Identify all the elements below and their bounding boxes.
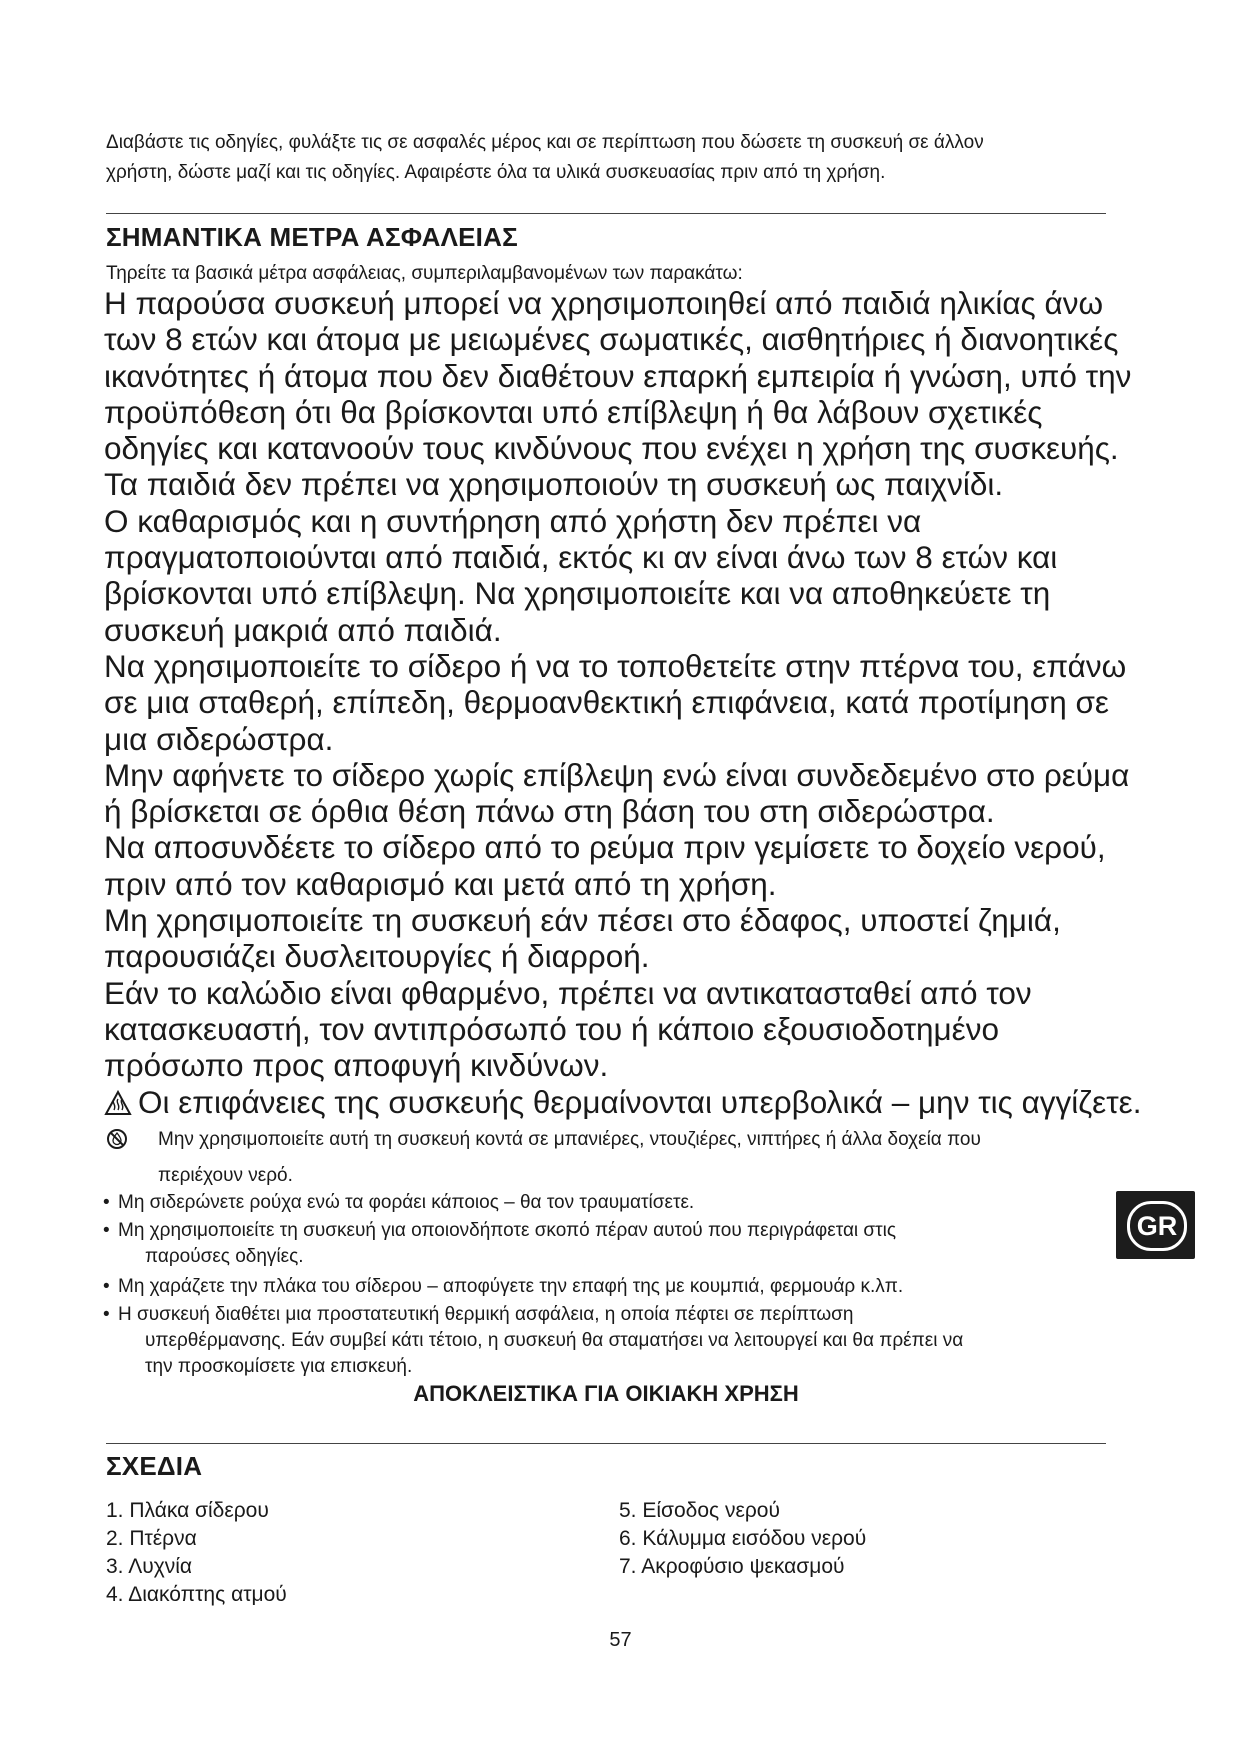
warning-line: ικανότητες ή άτομα που δεν διαθέτουν επαρκή εμπειρία ή γνώση, υπό την bbox=[104, 357, 1132, 394]
warning-line: Τα παιδιά δεν πρέπει να χρησιμοποιούν τη συσκευή ως παιχνίδι. bbox=[104, 466, 1004, 503]
warning-line: μια σιδερώστρα. bbox=[104, 720, 334, 757]
parts-list-right bbox=[619, 1497, 866, 1581]
bullet-item bbox=[100, 1302, 1110, 1380]
safety-warnings bbox=[104, 285, 1154, 1123]
warning-line: οδηγίες και κατανοούν τους κινδύνους που ενέχει η χρήση της συσκευής. bbox=[104, 430, 1119, 467]
warning-line: ή βρίσκεται σε όρθια θέση πάνω στη βάση του στη σιδερώστρα. bbox=[104, 793, 995, 830]
parts-list-item: 6. Κάλυμμα εισόδου νερού bbox=[619, 1527, 867, 1550]
bullet-text: παρούσες οδηγίες. bbox=[145, 1246, 304, 1267]
warning-line: παρουσιάζει δυσλειτουργίες ή διαρροή. bbox=[104, 938, 650, 975]
bullet-text: Μη χαράζετε την πλάκα του σίδερου – αποφύγετε την επαφή της με κουμπιά, φερμουάρ κ.λπ. bbox=[118, 1276, 904, 1297]
warning-line: Η παρούσα συσκευή μπορεί να χρησιμοποιηθεί από παιδιά ηλικίας άνω bbox=[104, 285, 1104, 321]
water-warning bbox=[100, 1122, 1110, 1194]
household-use-notice: ΑΠΟΚΛΕΙΣΤΙΚΑ ΓΙΑ ΟΙΚΙΑΚΗ ΧΡΗΣΗ bbox=[413, 1381, 799, 1406]
hot-surface-warning-icon bbox=[104, 1087, 132, 1123]
parts-list-item: 3. Λυχνία bbox=[106, 1555, 193, 1578]
bullet-text: Μη σιδερώνετε ρούχα ενώ τα φοράει κάποιος – θα τον τραυματίσετε. bbox=[118, 1192, 695, 1213]
language-badge bbox=[1116, 1191, 1195, 1259]
bullet-list bbox=[100, 1190, 1110, 1380]
warning-line: Ο καθαρισμός και η συντήρηση από χρήστη δεν πρέπει να bbox=[104, 502, 922, 539]
water-warning-line: περιέχουν νερό. bbox=[158, 1165, 293, 1186]
page-number: 57 bbox=[609, 1629, 632, 1651]
warning-line: βρίσκονται υπό επίβλεψη. Να χρησιμοποιείτε και να αποθηκεύετε τη bbox=[104, 575, 1051, 612]
warning-line: των 8 ετών και άτομα με μειωμένες σωματικές, αισθητήριες ή διανοητικές bbox=[104, 321, 1119, 358]
warning-line: Να αποσυνδέετε το σίδερο από το ρεύμα πριν γεμίσετε το δοχείο νερού, bbox=[104, 829, 1106, 866]
bullet-text: Μη χρησιμοποιείτε τη συσκευή για οποιονδήποτε σκοπό πέραν αυτού που περιγράφεται στις bbox=[118, 1220, 897, 1241]
bullet-text: υπερθέρμανσης. Εάν συμβεί κάτι τέτοιο, η συσκευή θα σταματήσει να λειτουργεί και θα πρέπει να bbox=[145, 1330, 964, 1351]
water-warning-item bbox=[100, 1122, 1110, 1194]
warning-line: Να χρησιμοποιείτε το σίδερο ή να το τοποθετείτε στην πτέρνα του, επάνω bbox=[104, 647, 1127, 684]
warning-line: πριν από τον καθαρισμό και μετά από τη χρήση. bbox=[104, 865, 777, 902]
safety-subheading: Τηρείτε τα βασικά μέτρα ασφάλειας, συμπεριλαμβανομένων των παρακάτω: bbox=[106, 263, 743, 284]
warning-line: σε μια σταθερή, επίπεδη, θερμοανθεκτική επιφάνεια, κατά προτίμηση σε bbox=[104, 684, 1109, 721]
section-divider bbox=[106, 213, 1106, 214]
warning-line: Εάν το καλώδιο είναι φθαρμένο, πρέπει να αντικατασταθεί από τον bbox=[104, 974, 1032, 1011]
water-warning-line: Μην χρησιμοποιείτε αυτή τη συσκευή κοντά σε μπανιέρες, ντουζιέρες, νιπτήρες ή άλλα δοχεία που bbox=[158, 1129, 981, 1150]
intro-line: χρήστη, δώστε μαζί και τις οδηγίες. Αφαιρέστε όλα τα υλικά συσκευασίας πριν από τη χρήση. bbox=[106, 162, 886, 183]
warning-line: Μη χρησιμοποιείτε τη συσκευή εάν πέσει στο έδαφος, υποστεί ζημιά, bbox=[104, 902, 1061, 939]
intro-text bbox=[106, 128, 1106, 188]
parts-list-item: 2. Πτέρνα bbox=[106, 1527, 197, 1550]
safety-heading: ΣΗΜΑΝΤΙΚΑ ΜΕΤΡΑ ΑΣΦΑΛΕΙΑΣ bbox=[106, 222, 518, 252]
bullet-dot: • bbox=[103, 1276, 110, 1297]
intro-line: Διαβάστε τις οδηγίες, φυλάξτε τις σε ασφαλές μέρος και σε περίπτωση που δώσετε τη συσκευή σε άλλον bbox=[106, 132, 984, 153]
bullet-item bbox=[100, 1274, 1110, 1300]
parts-list-left bbox=[106, 1497, 287, 1609]
section-divider bbox=[106, 1443, 1106, 1444]
warning-line: συσκευή μακριά από παιδιά. bbox=[104, 611, 502, 648]
hot-surface-text: Οι επιφάνειες της συσκευής θερμαίνονται υπερβολικά – μην τις αγγίζετε. bbox=[138, 1083, 1142, 1120]
parts-list-item: 7. Ακροφύσιο ψεκασμού bbox=[619, 1555, 845, 1578]
bullet-item bbox=[100, 1218, 1110, 1270]
bullet-text: Η συσκευή διαθέτει μια προστατευτική θερμική ασφάλεια, η οποία πέφτει σε περίπτωση bbox=[118, 1304, 854, 1325]
parts-list-item: 1. Πλάκα σίδερου bbox=[106, 1499, 269, 1522]
bullet-item bbox=[100, 1190, 1110, 1216]
warning-line: πρόσωπο προς αποφυγή κινδύνων. bbox=[104, 1047, 609, 1084]
parts-list-item: 4. Διακόπτης ατμού bbox=[106, 1583, 287, 1606]
bullet-dot: • bbox=[103, 1192, 110, 1213]
language-badge-label: GR bbox=[1127, 1201, 1187, 1251]
warning-line: κατασκευαστή, τον αντιπρόσωπό του ή κάποιο εξουσιοδοτημένο bbox=[104, 1010, 999, 1047]
bullet-dot: • bbox=[103, 1304, 110, 1325]
bullet-text: την προσκομίσετε για επισκευή. bbox=[145, 1356, 413, 1377]
bullet-dot: • bbox=[103, 1220, 110, 1241]
parts-list-item: 5. Είσοδος νερού bbox=[619, 1499, 780, 1522]
warning-line: Μην αφήνετε το σίδερο χωρίς επίβλεψη ενώ είναι συνδεδεμένο στο ρεύμα bbox=[104, 756, 1130, 793]
warning-line: προϋπόθεση ότι θα βρίσκονται υπό επίβλεψη ή θα λάβουν σχετικές bbox=[104, 393, 1043, 430]
no-water-icon bbox=[106, 1127, 128, 1163]
diagrams-heading: ΣΧΕΔΙΑ bbox=[106, 1451, 203, 1481]
hot-surface-warning bbox=[104, 1084, 1154, 1123]
warning-line: πραγματοποιούνται από παιδιά, εκτός κι αν είναι άνω των 8 ετών και bbox=[104, 539, 1058, 576]
